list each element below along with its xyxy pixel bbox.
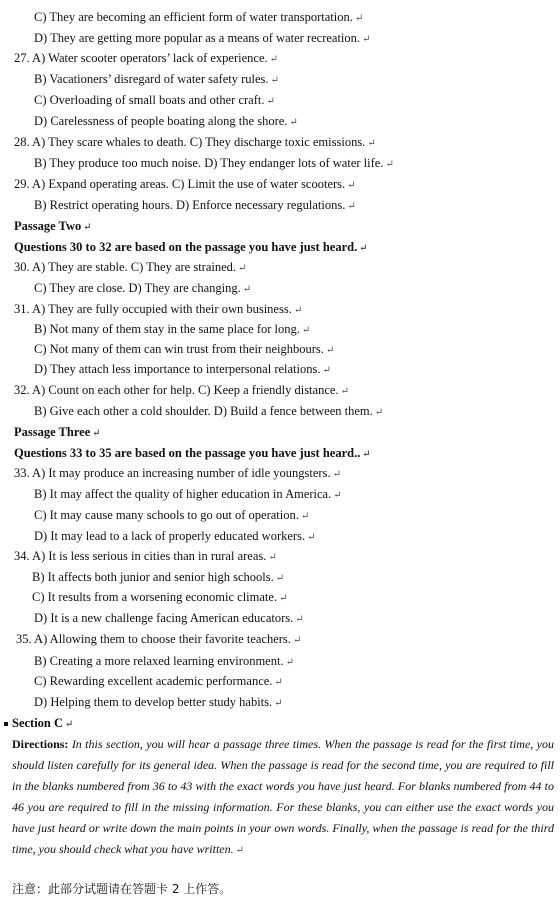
text-line (34, 654, 294, 670)
return-mark: ↵ (354, 13, 364, 24)
line-text: B) It affects both junior and senior high schools. (32, 570, 274, 584)
line-text: D) It may lead to a lack of properly educated workers. (34, 529, 306, 543)
return-mark: ↵ (385, 159, 394, 170)
text-line (14, 240, 368, 256)
text-line (34, 72, 279, 88)
text-line (34, 611, 304, 627)
return-mark: ↵ (269, 54, 279, 65)
line-text: B) Not many of them stay in the same place for long. (34, 322, 300, 336)
text-line (14, 383, 349, 399)
text-line (14, 177, 356, 193)
return-mark: ↵ (274, 677, 283, 688)
line-text: B) Vacationers’ disregard of water safety rules. (34, 72, 269, 86)
return-mark: ↵ (301, 325, 311, 336)
section-c-heading: Section C ↵ (4, 716, 73, 732)
return-mark: ↵ (307, 532, 316, 543)
return-mark: ↵ (333, 490, 342, 501)
return-mark: ↵ (332, 469, 341, 480)
directions-text: In this section, you will hear a passage three times. When the passage is read for the first time, you should listen carefully for its general idea. When the passage is read for the second time, you are required to fill in the blanks numbered from 36 to 43 with the exact words you have just heard. For blanks numbered from 44 to 46 you are required to fill in the missing information. For these blanks, you can either use the exact words you have just heard or write down the main points in your own words. Finally, when the passage is read for the third time, you should check what you have written. (12, 737, 554, 856)
text-line (14, 260, 246, 276)
return-mark: ↵ (362, 34, 371, 45)
return-mark: ↵ (340, 386, 349, 397)
text-line (34, 674, 283, 690)
text-line (14, 302, 302, 318)
text-line (34, 198, 356, 214)
line-text: 27. A) Water scooter operators’ lack of experience. (14, 51, 268, 65)
line-text: B) Restrict operating hours. D) Enforce necessary regulations. (34, 198, 346, 212)
text-line (34, 508, 309, 524)
line-text: D) Helping them to develop better study habits. (34, 695, 273, 709)
line-text: 35. A) Allowing them to choose their favorite teachers. (16, 632, 291, 646)
return-mark: ↵ (238, 263, 247, 274)
text-line (34, 156, 394, 172)
text-line (16, 632, 301, 648)
return-mark: ↵ (293, 305, 303, 316)
text-line (14, 446, 371, 462)
return-mark: ↵ (362, 449, 371, 460)
text-line (34, 31, 370, 47)
line-text: 29. A) Expand operating areas. C) Limit the use of water scooters. (14, 177, 346, 191)
line-text: C) Not many of them can win trust from their neighbours. (34, 342, 324, 356)
return-mark: ↵ (300, 511, 310, 522)
line-text: 34. A) It is less serious in cities than in rural areas. (14, 549, 267, 563)
text-line (34, 529, 315, 545)
return-mark: ↵ (266, 96, 275, 107)
line-text: C) They are close. D) They are changing. (34, 281, 241, 295)
return-mark: ↵ (322, 365, 331, 376)
line-text: C) Rewarding excellent academic performance. (34, 674, 273, 688)
return-mark: ↵ (279, 593, 288, 604)
line-text: D) Carelessness of people boating along the shore. (34, 114, 288, 128)
return-mark: ↵ (295, 614, 304, 625)
return-mark: ↵ (325, 345, 335, 356)
return-mark: ↵ (268, 552, 277, 563)
return-mark: ↵ (83, 222, 92, 233)
line-text: 28. A) They scare whales to death. C) They discharge toxic emissions. (14, 135, 366, 149)
text-line (32, 570, 284, 586)
line-text: B) Creating a more relaxed learning environment. (34, 654, 284, 668)
text-line (34, 10, 363, 26)
line-text: C) They are becoming an efficient form of water transportation. (34, 10, 353, 24)
line-text: Questions 33 to 35 are based on the passage you have just heard.. (14, 446, 361, 460)
line-text: B) They produce too much noise. D) They endanger lots of water life. (34, 156, 384, 170)
text-line (14, 219, 92, 235)
line-text: 30. A) They are stable. C) They are strained. (14, 260, 237, 274)
text-line (34, 695, 283, 711)
return-mark: ↵ (367, 138, 376, 149)
text-line (14, 549, 277, 565)
answer-sheet-note: 注意：此部分试题请在答题卡 2 上作答。 (12, 882, 232, 896)
line-text: C) Overloading of small boats and other craft. (34, 93, 265, 107)
return-mark: ↵ (292, 635, 302, 646)
return-mark: ↵ (289, 117, 298, 128)
text-line (14, 51, 278, 67)
return-mark: ↵ (274, 698, 283, 709)
line-text: Passage Two (14, 219, 82, 233)
return-mark: ↵ (270, 75, 279, 86)
line-text: Passage Three (14, 425, 91, 439)
line-text: D) They are getting more popular as a means of water recreation. (34, 31, 361, 45)
text-line (34, 362, 331, 378)
return-mark: ↵ (275, 573, 285, 584)
line-text: Questions 30 to 32 are based on the passage you have just heard. (14, 240, 358, 254)
text-line (34, 281, 251, 297)
line-text: C) It results from a worsening economic climate. (32, 590, 278, 604)
line-text: 32. A) Count on each other for help. C) Keep a friendly distance. (14, 383, 339, 397)
text-line (14, 135, 376, 151)
line-text: 31. A) They are fully occupied with their own business. (14, 302, 292, 316)
return-mark: ↵ (374, 407, 384, 418)
line-text: D) They attach less importance to interpersonal relations. (34, 362, 321, 376)
line-text: B) It may affect the quality of higher education in America. (34, 487, 332, 501)
line-text: C) It may cause many schools to go out of operation. (34, 508, 299, 522)
text-line (14, 466, 341, 482)
directions-label: Directions: (12, 737, 69, 751)
bullet-icon (4, 722, 8, 726)
return-mark: ↵ (285, 657, 294, 668)
return-mark: ↵ (242, 284, 252, 295)
line-text: B) Give each other a cold shoulder. D) Build a fence between them. (34, 404, 373, 418)
directions-paragraph: Directions: In this section, you will hear a passage three times. When the passage is read for the first time, you should listen carefully for its general idea. When the passage is read for the second time, you are required to fill in the blanks numbered from 36 to 43 with the exact words you have just heard. For blanks numbered from 44 to 46 you are required to fill in the missing information. For these blanks, you can either use the exact words you have just heard or write down the main points in your own words. Finally, when the passage is read for the third time, you should check what you have written. ↵ (12, 737, 554, 856)
text-line (34, 114, 298, 130)
text-line (32, 590, 287, 606)
line-text: 33. A) It may produce an increasing number of idle youngsters. (14, 466, 331, 480)
text-line (34, 322, 310, 338)
return-mark: ↵ (92, 428, 101, 439)
return-mark: ↵ (359, 243, 368, 254)
text-line (34, 404, 383, 420)
return-mark: ↵ (347, 201, 356, 212)
line-text: D) It is a new challenge facing American educators. (34, 611, 294, 625)
text-line (14, 425, 101, 441)
text-line (34, 342, 334, 358)
text-line (34, 93, 275, 109)
return-mark: ↵ (347, 180, 356, 191)
text-line (34, 487, 342, 503)
